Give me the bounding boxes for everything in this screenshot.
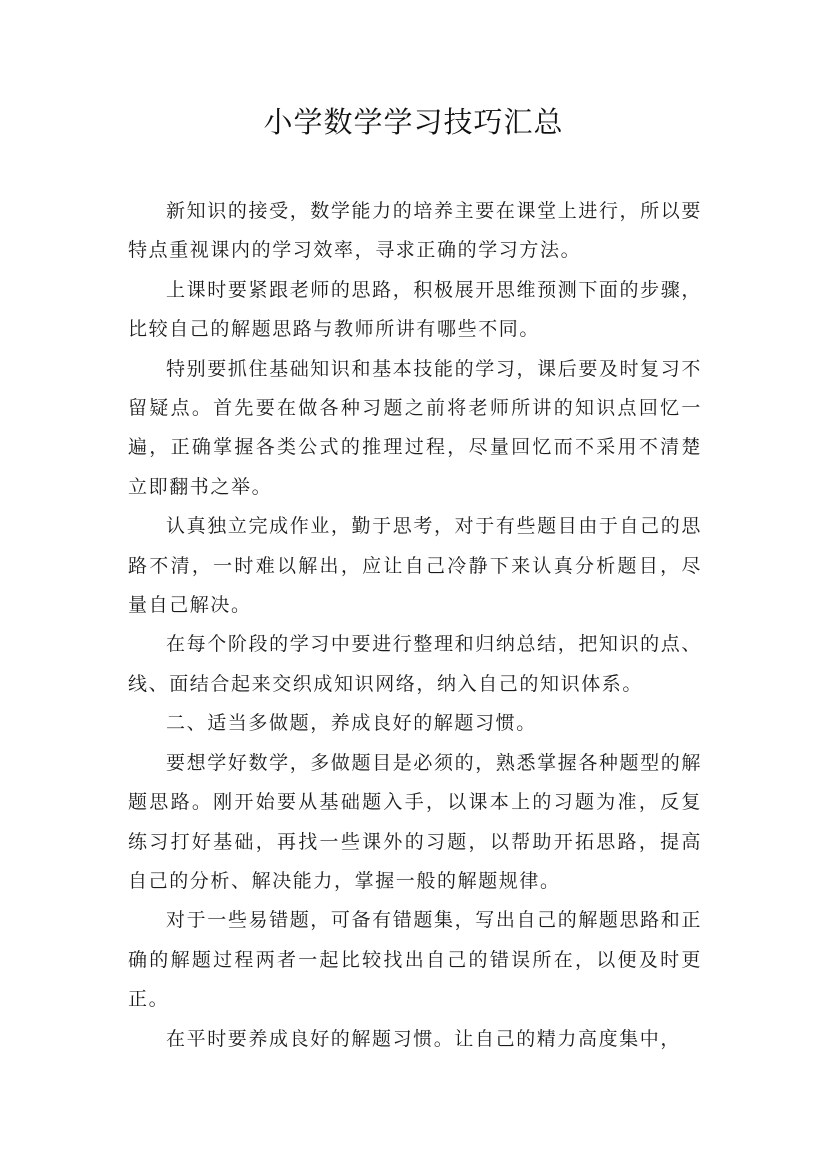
paragraph: 要想学好数学，多做题目是必须的，熟悉掌握各种题型的解题思路。刚开始要从基础题入手，以课本上的习题为准，反复练习打好基础，再找一些课外的习题，以帮助开拓思路，提高自己的分析、解决能力，掌握一般的解题规律。 — [128, 751, 702, 892]
document-body — [128, 192, 702, 1059]
paragraph: 在平时要养成良好的解题习惯。让自己的精力高度集中， — [166, 1027, 682, 1050]
document-title: 小学数学学习技巧汇总 — [263, 105, 564, 139]
paragraph: 新知识的接受，数学能力的培养主要在课堂上进行，所以要特点重视课内的学习效率，寻求正确的学习方法。 — [128, 200, 702, 262]
paragraph: 对于一些易错题，可备有错题集，写出自己的解题思路和正确的解题过程两者一起比较找出自己的错误所在，以便及时更正。 — [128, 909, 702, 1011]
section-heading: 二、适当多做题，养成良好的解题习惯。 — [166, 712, 537, 735]
paragraph: 认真独立完成作业，勤于思考，对于有些题目由于自己的思路不清，一时难以解出，应让自己冷静下来认真分析题目，尽量自己解决。 — [128, 515, 702, 617]
paragraph: 上课时要紧跟老师的思路，积极展开思维预测下面的步骤，比较自己的解题思路与教师所讲有哪些不同。 — [128, 278, 702, 341]
paragraph: 在每个阶段的学习中要进行整理和归纳总结，把知识的点、线、面结合起来交织成知识网络，纳入自己的知识体系。 — [128, 633, 702, 695]
paragraph: 特别要抓住基础知识和基本技能的学习，课后要及时复习不留疑点。首先要在做各种习题之前将老师所讲的知识点回忆一遍，正确掌握各类公式的推理过程，尽量回忆而不采用不清楚立即翻书之举。 — [128, 357, 702, 498]
